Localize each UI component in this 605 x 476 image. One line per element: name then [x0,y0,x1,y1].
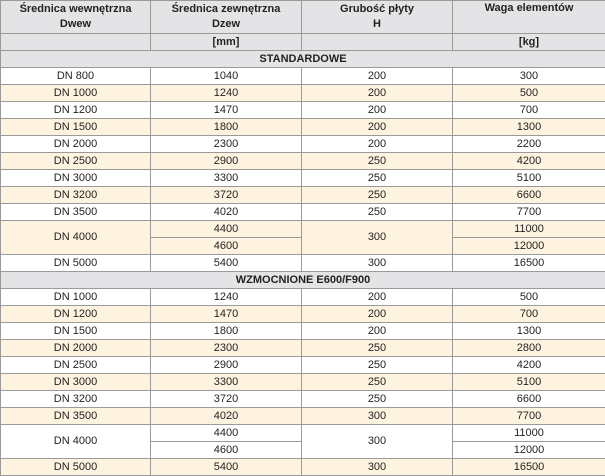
header-element-weight: Waga elementów [453,1,605,34]
inner-diameter-cell: DN 3000 [1,374,151,391]
thickness-cell: 200 [302,119,453,136]
weight-cell: 12000 [453,442,605,459]
outer-diameter-cell: 1240 [151,289,302,306]
inner-diameter-cell: DN 1000 [1,85,151,102]
inner-diameter-cell: DN 1200 [1,102,151,119]
table-row [1,255,605,272]
outer-diameter-cell: 4020 [151,204,302,221]
outer-diameter-cell: 4600 [151,238,302,255]
header-plate-thickness: Grubość płyty H [302,1,453,34]
outer-diameter-cell: 3300 [151,170,302,187]
section-title: WZMOCNIONE E600/F900 [1,272,605,289]
table-row [1,204,605,221]
weight-cell: 700 [453,102,605,119]
inner-diameter-cell: DN 3200 [1,391,151,408]
thickness-cell: 200 [302,102,453,119]
table-row [1,425,605,442]
outer-diameter-cell: 3720 [151,391,302,408]
weight-cell: 4200 [453,357,605,374]
thickness-cell: 300 [302,425,453,459]
thickness-cell: 300 [302,221,453,255]
inner-diameter-cell: DN 3000 [1,170,151,187]
inner-diameter-cell: DN 1500 [1,119,151,136]
outer-diameter-cell: 1240 [151,85,302,102]
weight-cell: 11000 [453,221,605,238]
weight-cell: 5100 [453,170,605,187]
table-row [1,340,605,357]
table-row [1,289,605,306]
units-mm: [mm] [151,34,302,51]
weight-cell: 7700 [453,204,605,221]
thickness-cell: 250 [302,374,453,391]
outer-diameter-cell: 5400 [151,255,302,272]
thickness-cell: 250 [302,153,453,170]
table-row [1,68,605,85]
inner-diameter-cell: DN 3500 [1,408,151,425]
table-row [1,153,605,170]
header-inner-diameter: Średnica wewnętrzna Dwew [1,1,151,34]
units-empty [1,34,151,51]
weight-cell: 16500 [453,459,605,476]
thickness-cell: 250 [302,391,453,408]
section-title: STANDARDOWE [1,51,605,68]
table-row [1,391,605,408]
table-row [1,306,605,323]
table-row [1,323,605,340]
weight-cell: 7700 [453,408,605,425]
table-row [1,85,605,102]
thickness-cell: 250 [302,170,453,187]
weight-cell: 500 [453,289,605,306]
table-row [1,170,605,187]
weight-cell: 1300 [453,119,605,136]
outer-diameter-cell: 2300 [151,340,302,357]
thickness-cell: 250 [302,187,453,204]
header-outer-diameter: Średnica zewnętrzna Dzew [151,1,302,34]
outer-diameter-cell: 1470 [151,306,302,323]
table-row [1,187,605,204]
outer-diameter-cell: 4400 [151,425,302,442]
inner-diameter-cell: DN 3200 [1,187,151,204]
inner-diameter-cell: DN 800 [1,68,151,85]
outer-diameter-cell: 3720 [151,187,302,204]
inner-diameter-cell: DN 2500 [1,357,151,374]
weight-cell: 2800 [453,340,605,357]
thickness-cell: 250 [302,204,453,221]
weight-cell: 12000 [453,238,605,255]
thickness-cell: 200 [302,306,453,323]
section-header [1,272,605,289]
outer-diameter-cell: 4400 [151,221,302,238]
thickness-cell: 300 [302,459,453,476]
outer-diameter-cell: 3300 [151,374,302,391]
weight-cell: 700 [453,306,605,323]
inner-diameter-cell: DN 4000 [1,221,151,255]
table-row [1,221,605,238]
outer-diameter-cell: 2900 [151,153,302,170]
outer-diameter-cell: 1470 [151,102,302,119]
inner-diameter-cell: DN 5000 [1,459,151,476]
thickness-cell: 300 [302,255,453,272]
weight-cell: 6600 [453,391,605,408]
inner-diameter-cell: DN 2000 [1,340,151,357]
table-row [1,136,605,153]
outer-diameter-cell: 4020 [151,408,302,425]
weight-cell: 5100 [453,374,605,391]
outer-diameter-cell: 1800 [151,119,302,136]
inner-diameter-cell: DN 1200 [1,306,151,323]
units-kg: [kg] [453,34,605,51]
table-row [1,408,605,425]
outer-diameter-cell: 5400 [151,459,302,476]
thickness-cell: 200 [302,85,453,102]
outer-diameter-cell: 2900 [151,357,302,374]
thickness-cell: 200 [302,68,453,85]
thickness-cell: 200 [302,289,453,306]
table-row [1,459,605,476]
inner-diameter-cell: DN 2000 [1,136,151,153]
weight-cell: 11000 [453,425,605,442]
weight-cell: 500 [453,85,605,102]
weight-cell: 6600 [453,187,605,204]
weight-cell: 16500 [453,255,605,272]
outer-diameter-cell: 4600 [151,442,302,459]
inner-diameter-cell: DN 1000 [1,289,151,306]
outer-diameter-cell: 1040 [151,68,302,85]
table-row [1,357,605,374]
thickness-cell: 250 [302,340,453,357]
thickness-cell: 300 [302,408,453,425]
table-row [1,119,605,136]
inner-diameter-cell: DN 4000 [1,425,151,459]
outer-diameter-cell: 1800 [151,323,302,340]
thickness-cell: 200 [302,323,453,340]
thickness-cell: 250 [302,357,453,374]
weight-cell: 300 [453,68,605,85]
table-row [1,374,605,391]
weight-cell: 1300 [453,323,605,340]
weight-cell: 4200 [453,153,605,170]
inner-diameter-cell: DN 1500 [1,323,151,340]
inner-diameter-cell: DN 2500 [1,153,151,170]
weight-cell: 2200 [453,136,605,153]
thickness-cell: 200 [302,136,453,153]
inner-diameter-cell: DN 3500 [1,204,151,221]
inner-diameter-cell: DN 5000 [1,255,151,272]
units-empty [302,34,453,51]
section-header [1,51,605,68]
table-row [1,102,605,119]
outer-diameter-cell: 2300 [151,136,302,153]
